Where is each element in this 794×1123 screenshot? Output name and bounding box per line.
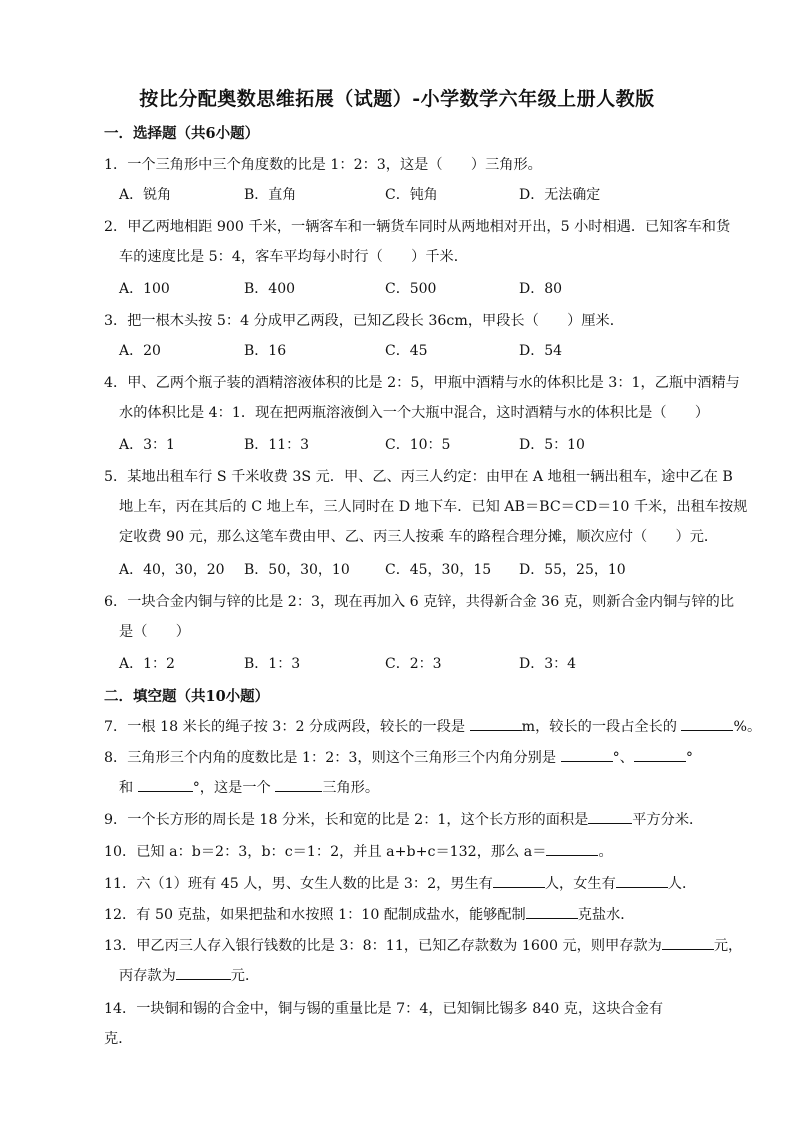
option-b[interactable]: B．16 — [244, 343, 287, 359]
question-14-line-1: 14．一块铜和锡的合金中，铜与锡的重量比是 7：4，已知铜比锡多 840 克，这块合金有 — [104, 1001, 664, 1017]
option-a[interactable]: A．1：2 — [119, 656, 175, 672]
option-c[interactable]: C．10：5 — [385, 437, 451, 453]
question-13-line-2 — [104, 961, 724, 991]
question-2 — [104, 212, 731, 272]
option-c[interactable]: C．2：3 — [385, 656, 442, 672]
option-d[interactable]: D．无法确定 — [519, 187, 601, 203]
option-b[interactable]: B．50，30，10 — [244, 562, 350, 578]
answer-blank[interactable] — [681, 716, 733, 731]
question-6-line-2: 是（ ） — [119, 624, 190, 640]
option-a[interactable]: A．40，30，20 — [119, 562, 225, 578]
question-8-text-a: 8．三角形三个内角的度数比是 1：2：3，则这个三角形三个内角分别是 — [104, 750, 561, 766]
answer-blank[interactable] — [616, 873, 668, 888]
question-4-line-1: 4．甲、乙两个瓶子装的酒精溶液体积的比是 2：5，甲瓶中酒精与水的体积比是 3：1，乙瓶中酒精与 — [104, 375, 740, 391]
question-8-line-2 — [104, 773, 724, 803]
answer-blank[interactable] — [275, 777, 322, 792]
section-heading-choice: 一．选择题（共6小题） — [104, 125, 260, 142]
section-heading-fill: 二．填空题（共10小题） — [104, 688, 270, 705]
page-title: 按比分配奥数思维拓展（试题）-小学数学六年级上册人教版 — [139, 88, 655, 110]
question-4 — [104, 368, 740, 428]
question-5-line-1: 5．某地出租车行 S 千米收费 3S 元．甲、乙、丙三人约定：由甲在 A 地租一辆出租车，途中乙在 B — [104, 469, 733, 485]
question-5-line-2: 地上车，丙在其后的 C 地上车，三人同时在 D 地下车．已知 AB＝BC＝CD＝10 千米，出租车按规 — [119, 499, 748, 515]
question-2-line-2: 车的速度比是 5：4，客车平均每小时行（ ）千米． — [119, 249, 468, 265]
question-13-text-a: 13．甲乙丙三人存入银行钱数的比是 3：8：11，已知乙存款数为 1600 元，则甲存款为 — [104, 938, 662, 954]
answer-blank[interactable] — [546, 841, 598, 856]
question-11-text-b: 人，女生有 — [544, 876, 616, 892]
option-d[interactable]: D．54 — [519, 343, 563, 359]
question-10-text-a: 10．已知 a：b＝2：3，b：c＝1：2，并且 a+b+c＝132，那么 a＝ — [104, 844, 547, 860]
question-7-text-a: 7．一根 18 米长的绳子按 3：2 分成两段，较长的一段是 — [104, 719, 470, 735]
option-c[interactable]: C．钝角 — [385, 187, 438, 203]
option-b[interactable]: B．11：3 — [244, 437, 310, 453]
answer-blank[interactable] — [634, 747, 686, 762]
question-10-text-b: 。 — [598, 844, 613, 860]
question-1-options — [119, 180, 719, 210]
question-3-options — [119, 336, 719, 366]
answer-blank[interactable] — [526, 904, 578, 919]
question-2-options — [119, 274, 719, 304]
answer-blank[interactable] — [493, 873, 545, 888]
question-3: 3．把一根木头按 5：4 分成甲乙两段，已知乙段长 36cm，甲段长（ ）厘米． — [104, 313, 624, 329]
question-11-text-c: 人． — [667, 876, 697, 892]
option-d[interactable]: D．5：10 — [519, 437, 585, 453]
question-8-text-e: °，这是一个 — [192, 780, 276, 796]
question-7 — [104, 712, 762, 742]
question-10 — [104, 837, 724, 867]
question-2-line-1: 2．甲乙两地相距 900 千米，一辆客车和一辆货车同时从两地相对开出，5 小时相遇．已知客车和货 — [104, 219, 731, 235]
question-7-text-c: %。 — [733, 719, 762, 735]
question-8-text-b: °、 — [612, 750, 634, 766]
answer-blank[interactable] — [470, 716, 522, 731]
question-14 — [104, 994, 724, 1054]
option-d[interactable]: D．80 — [519, 281, 563, 297]
question-8-text-f: 三角形。 — [322, 780, 380, 796]
question-12 — [104, 900, 724, 930]
answer-blank[interactable] — [588, 809, 632, 824]
option-d[interactable]: D．55，25，10 — [519, 562, 626, 578]
question-9 — [104, 805, 724, 835]
option-a[interactable]: A．100 — [119, 281, 170, 297]
question-14-line-2: 克． — [104, 1031, 133, 1047]
question-6 — [104, 587, 735, 647]
option-c[interactable]: C．500 — [385, 281, 437, 297]
question-5-options — [119, 555, 719, 585]
question-6-options — [119, 649, 719, 679]
question-6-line-1: 6．一块合金内铜与锌的比是 2：3，现在再加入 6 克锌，共得新合金 36 克，则新合金内铜与锌的比 — [104, 594, 735, 610]
answer-blank[interactable] — [561, 747, 613, 762]
question-13-text-c: 丙存款为 — [119, 968, 176, 984]
option-c[interactable]: C．45，30，15 — [385, 562, 492, 578]
question-5 — [104, 462, 748, 552]
question-8-text-c: ° — [685, 750, 693, 766]
option-a[interactable]: A．3：1 — [119, 437, 175, 453]
question-4-line-2: 水的体积比是 4：1．现在把两瓶溶液倒入一个大瓶中混合，这时酒精与水的体积比是（ ） — [119, 405, 710, 421]
option-a[interactable]: A．20 — [119, 343, 161, 359]
question-7-text-b: m，较长的一段占全长的 — [521, 719, 682, 735]
question-13 — [104, 931, 743, 991]
answer-blank[interactable] — [176, 965, 231, 980]
question-8-text-d: 和 — [119, 780, 138, 796]
question-9-text-b: 平方分米． — [632, 812, 704, 828]
question-13-text-b: 元， — [713, 938, 743, 954]
option-a[interactable]: A．锐角 — [119, 187, 172, 203]
option-b[interactable]: B．1：3 — [244, 656, 301, 672]
question-4-options — [119, 430, 719, 460]
option-b[interactable]: B．400 — [244, 281, 296, 297]
question-5-line-3: 定收费 90 元，那么这笔车费由甲、乙、丙三人按乘 车的路程合理分摊，顺次应付（ ）元． — [119, 529, 719, 545]
option-d[interactable]: D．3：4 — [519, 656, 577, 672]
question-12-text-b: 克盐水． — [577, 907, 635, 923]
option-c[interactable]: C．45 — [385, 343, 428, 359]
answer-blank[interactable] — [662, 935, 714, 950]
option-b[interactable]: B．直角 — [244, 187, 297, 203]
question-9-text-a: 9．一个长方形的周长是 18 分米，长和宽的比是 2：1，这个长方形的面积是 — [104, 812, 589, 828]
question-13-text-d: 元． — [230, 968, 260, 984]
answer-blank[interactable] — [138, 777, 193, 792]
question-1: 1．一个三角形中三个角度数的比是 1：2：3，这是（ ）三角形。 — [104, 157, 542, 173]
question-11 — [104, 869, 724, 899]
question-11-text-a: 11．六（1）班有 45 人，男、女生人数的比是 3：2，男生有 — [104, 876, 493, 892]
question-12-text-a: 12．有 50 克盐，如果把盐和水按照 1：10 配制成盐水，能够配制 — [104, 907, 526, 923]
question-8 — [104, 743, 724, 803]
